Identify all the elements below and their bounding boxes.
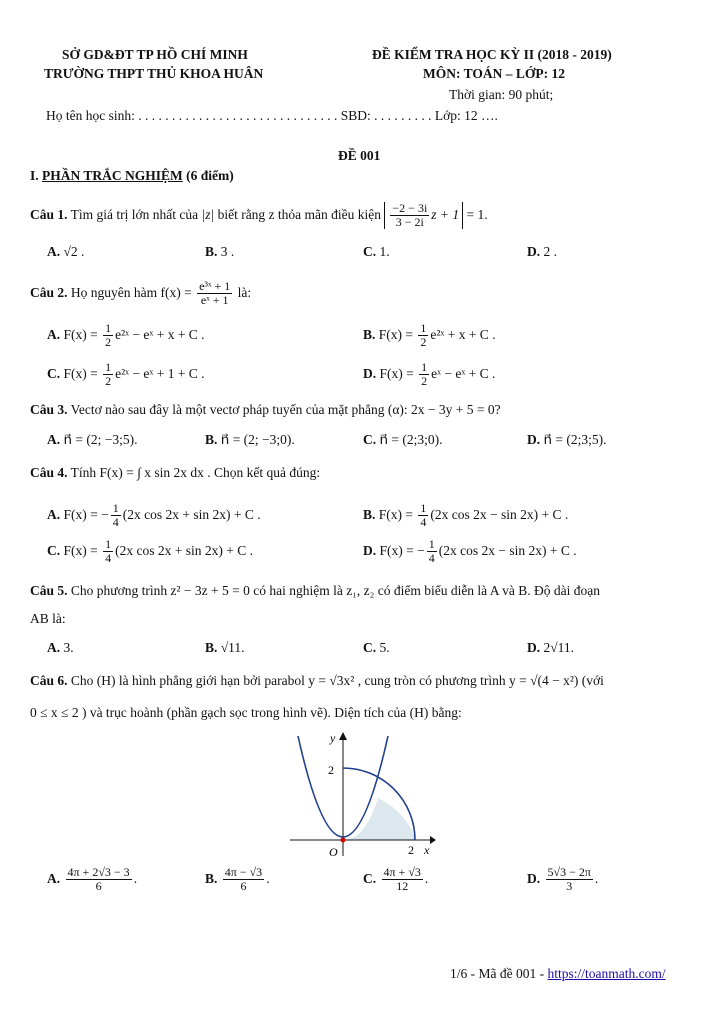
student-info-line: Họ tên học sinh: . . . . . . . . . . . . . . . . . . . . . . . . . . . . . . SBD: . . . . . . . . . Lớp: 12 ….	[46, 108, 498, 123]
q6-option-a[interactable]: A. $\frac{4\pi + 2√3 - 3}{6}$ .	[47, 865, 138, 894]
q2-option-b[interactable]: B. F(x) = $\frac{1}{2}$ e²ˣ + x + C .	[363, 321, 496, 350]
y-axis-arrow	[339, 732, 347, 740]
exam-time: Thời gian: 90 phút;	[449, 87, 554, 102]
x-axis-label: x	[424, 843, 430, 857]
q5-option-a[interactable]: A. 3.	[47, 640, 74, 655]
y-axis-label: y	[330, 731, 336, 745]
section-heading: I. PHẦN TRẮC NGHIỆM (6 điểm)	[30, 168, 234, 183]
footer-page-info: 1/6 - Mã đề 001 -	[450, 966, 548, 981]
q4-option-a[interactable]: A. F(x) = − $\frac{1}{4}$ (2x cos 2x + sin 2x) + C .	[47, 501, 261, 530]
origin-point	[341, 838, 346, 843]
question-5-continued: AB là:	[30, 611, 66, 626]
origin-label: O	[329, 845, 338, 859]
question-3: Câu 3. Vectơ nào sau đây là một vectơ pháp tuyến của mặt phẳng (α): 2x − 3y + 5 = 0?	[30, 402, 501, 417]
q3-option-d[interactable]: D. n⃗ = (2;3;5).	[527, 432, 607, 447]
q6-option-b[interactable]: B. $\frac{4\pi - √3}{6}$ .	[205, 865, 270, 894]
question-6: Câu 6. Cho (H) là hình phẳng giới hạn bởi parabol y = √3x² , cung tròn có phương trình y = √(4 − x²) (với	[30, 673, 604, 688]
x-axis-arrow	[430, 836, 436, 844]
q1-option-d[interactable]: D. 2 .	[527, 244, 557, 259]
y-tick-2: 2	[328, 763, 334, 777]
area-figure	[280, 728, 440, 860]
subject-line: MÔN: TOÁN – LỚP: 12	[423, 66, 566, 81]
q4-option-b[interactable]: B. F(x) = $\frac{1}{4}$ (2x cos 2x − sin 2x) + C .	[363, 501, 569, 530]
q1-option-a[interactable]: A. √2 .	[47, 244, 85, 259]
school-name: TRƯỜNG THPT THỦ KHOA HUÂN	[44, 66, 264, 81]
question-1: Câu 1. Tìm giá trị lớn nhất của |z| biết rằng z thỏa mãn điều kiện $\frac{-2 - 3i}{3 - 2i}$ z + 1 = 1.	[30, 201, 488, 230]
x-tick-2: 2	[408, 843, 414, 857]
q6-option-c[interactable]: C. $\frac{4\pi + √3}{12}$ .	[363, 865, 429, 894]
q5-option-d[interactable]: D. 2√11.	[527, 640, 575, 655]
q5-option-b[interactable]: B. √11.	[205, 640, 245, 655]
q6-option-d[interactable]: D. $\frac{5√3 - 2\pi}{3}$ .	[527, 865, 599, 894]
q2-option-d[interactable]: D. F(x) = $\frac{1}{2}$ eˣ − eˣ + C .	[363, 360, 496, 389]
q4-option-c[interactable]: C. F(x) = $\frac{1}{4}$ (2x cos 2x + sin 2x) + C .	[47, 537, 253, 566]
q4-option-d[interactable]: D. F(x) = − $\frac{1}{4}$ (2x cos 2x − sin 2x) + C .	[363, 537, 577, 566]
q5-option-c[interactable]: C. 5.	[363, 640, 390, 655]
exam-title: ĐỀ KIỂM TRA HỌC KỲ II (2018 - 2019)	[372, 47, 612, 62]
q1-option-c[interactable]: C. 1.	[363, 244, 390, 259]
exam-code: ĐỀ 001	[338, 148, 381, 163]
q3-option-c[interactable]: C. n⃗ = (2;3;0).	[363, 432, 443, 447]
q1-option-b[interactable]: B. 3 .	[205, 244, 235, 259]
q3-option-a[interactable]: A. n⃗ = (2; −3;5).	[47, 432, 138, 447]
footer-link[interactable]: https://toanmath.com/	[547, 966, 666, 981]
q3-option-b[interactable]: B. n⃗ = (2; −3;0).	[205, 432, 295, 447]
question-6-continued: 0 ≤ x ≤ 2 ) và trục hoành (phần gạch sọc trong hình vẽ). Diện tích của (H) bằng:	[30, 705, 462, 720]
question-5: Câu 5. Cho phương trình z² − 3z + 5 = 0 có hai nghiệm là z₁, z₂ có điểm biểu diễn là A và B. Độ dài đoạn	[30, 583, 601, 598]
school-department: SỞ GD&ĐT TP HỒ CHÍ MINH	[62, 47, 248, 62]
q2-option-c[interactable]: C. F(x) = $\frac{1}{2}$ e²ˣ − eˣ + 1 + C .	[47, 360, 205, 389]
page-footer	[450, 966, 666, 982]
q2-option-a[interactable]: A. F(x) = $\frac{1}{2}$ e²ˣ − eˣ + x + C .	[47, 321, 205, 350]
question-2: Câu 2. Họ nguyên hàm f(x) = $\frac{\text{e³ˣ + 1}}{\text{eˣ + 1}}$ là:	[30, 279, 252, 308]
question-4: Câu 4. Tính F(x) = ∫ x sin 2x dx . Chọn kết quả đúng:	[30, 465, 321, 480]
